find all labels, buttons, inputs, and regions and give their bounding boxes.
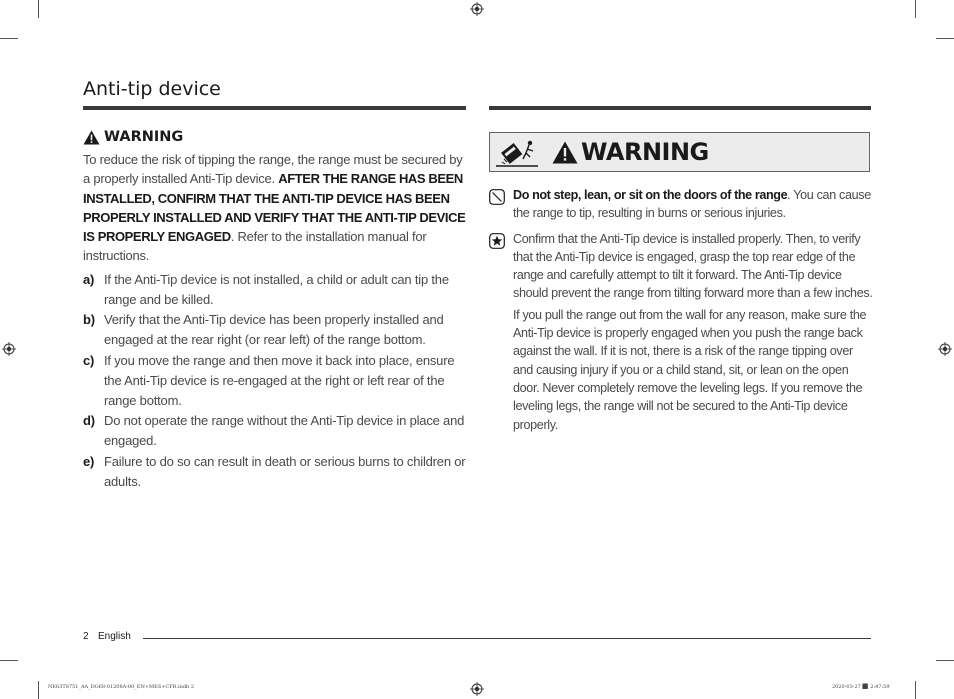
print-slug-date: 2020-03-27 ⬛ 2:47:59 [832,684,890,690]
list-item [83,411,466,451]
warning-box-title: WARNING [581,138,709,166]
intro-emphasis: AFTER THE RANGE HAS BEEN INSTALLED, CONFIRM THAT THE ANTI-TIP DEVICE HAS BEEN PROPERLY INSTALLED AND VERIFY THAT THE ANTI-TIP DEVICE IS PROPERLY ENGAGED [83,171,466,245]
warning-label: WARNING [104,129,184,145]
list-item [83,310,466,350]
list-marker: d) [83,413,95,429]
list-item-text: Verify that the Anti-Tip device has been properly installed and engaged at the rear right (or rear left) of the range bottom. [104,312,444,348]
page-language-label: English [98,631,131,642]
warning-triangle-icon [83,130,100,145]
instruction-paragraph: If you pull the range out from the wall for any reason, make sure the Anti-Tip device is properly engaged when you push the range back against the wall. If it is not, there is a risk of the range tipping over and causing injury if you or a child stand, sit, or lean on the open door. Never completely remove the leveling legs. If you remove the leveling legs, the range will not be secured to the Anti-Tip device properly. [513,307,867,432]
list-marker: a) [83,271,95,287]
list-item [83,351,466,412]
list-marker: c) [83,352,95,368]
right-column [489,186,873,441]
crop-mark [915,681,916,699]
warning-heading [83,129,466,145]
crop-mark [0,38,18,39]
warning-triangle-icon [552,141,578,164]
list-marker: b) [83,312,95,328]
intro-text-end: . Refer to the installation manual for instructions. [83,229,427,264]
left-column-rule [83,106,466,110]
warning-box [489,132,870,172]
warning-list [83,270,466,492]
section-title: Anti-tip device [83,78,221,100]
list-item-text: If you move the range and then move it back into place, ensure the Anti-Tip device is re-engaged at the right or left rear of the range bottom. [104,352,455,408]
list-item-text: If the Anti-Tip device is not installed, a child or adult can tip the range and be killed. [104,271,449,307]
list-item [489,230,873,437]
list-marker: e) [83,453,95,469]
prohibition-text: . You can cause the range to tip, resulting in burns or serious injuries. [513,188,871,221]
crop-mark [0,660,18,661]
crop-mark [38,0,39,18]
prohibition-emphasis: Do not step, lean, or sit on the doors of the range [513,188,788,202]
list-item-text: Do not operate the range without the Anti-Tip device in place and engaged. [104,413,465,449]
registration-mark-icon [938,342,952,356]
list-item-text: Failure to do so can result in death or serious burns to children or adults. [104,453,466,489]
crop-mark [936,660,954,661]
left-column [83,129,466,492]
instruction-paragraph: Confirm that the Anti-Tip device is installed properly. Then, to verify that the Anti-Tip device is engaged, grasp the top rear edge of the range and carefully attempt to tilt it forward. The Anti-Tip device should prevent the range from tilting forward more than a few inches. [513,231,873,301]
warning-intro [83,150,466,266]
registration-mark-icon [470,2,484,16]
list-item [489,186,873,226]
right-column-rule [489,106,871,110]
registration-mark-icon [470,682,484,696]
print-slug-file: NE63T8751_AA_DG68-01208A-00_EN+MES+CFR.indb 2 [48,684,195,690]
registration-mark-icon [2,342,16,356]
page-number: 2 [83,631,89,642]
crop-mark [936,38,954,39]
list-item [83,270,466,310]
crop-mark [915,0,916,18]
tipping-range-icon [494,135,542,169]
crop-mark [38,681,39,699]
prohibited-icon [489,189,505,205]
intro-text: To reduce the risk of tipping the range, the range must be secured by a properly installed Anti-Tip device. [83,152,463,187]
list-item [83,452,466,492]
footer-rule [143,638,871,639]
important-star-icon [489,233,505,249]
